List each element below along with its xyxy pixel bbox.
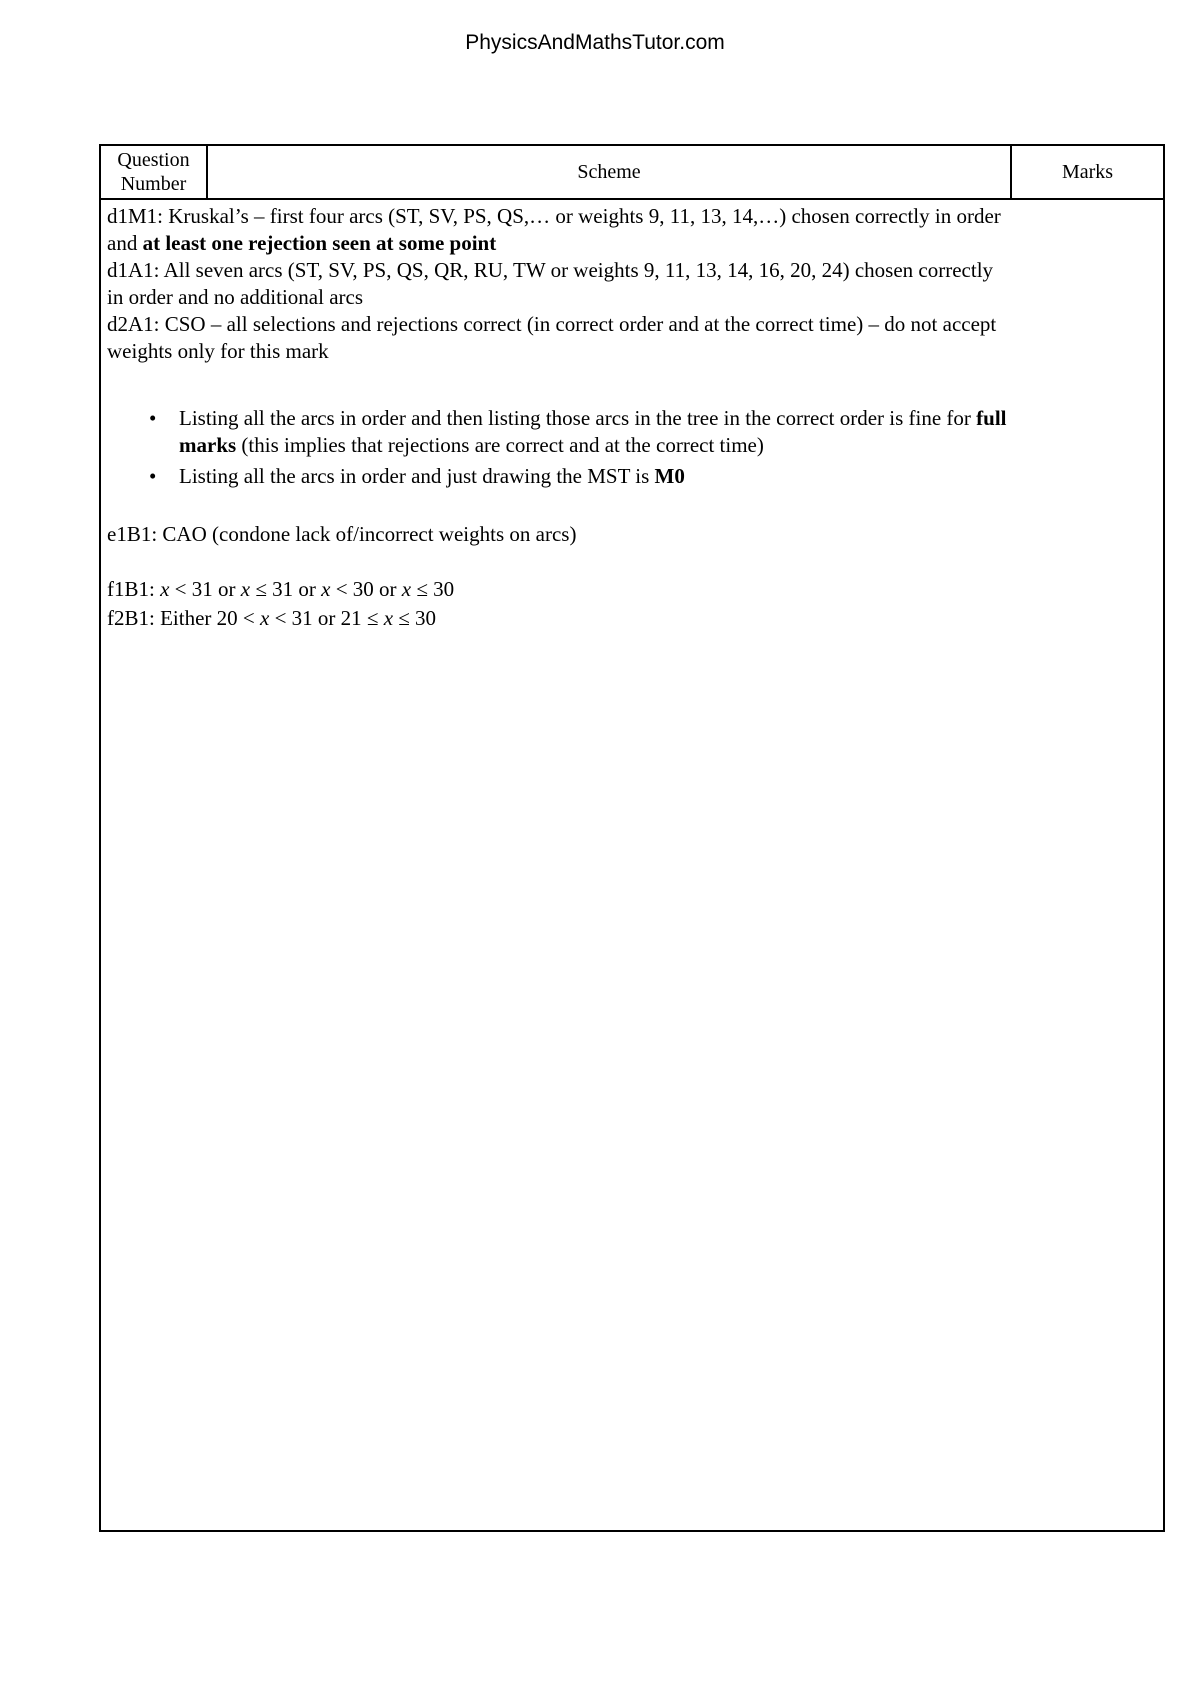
text-segment: x	[321, 577, 331, 601]
text-segment: in order and no additional arcs	[107, 285, 363, 309]
scheme-text-line	[107, 230, 1155, 257]
site-title: PhysicsAndMathsTutor.com	[465, 31, 725, 54]
bullet-text	[179, 464, 685, 488]
blank-line	[107, 494, 1155, 521]
text-segment: ≤ 31 or	[250, 577, 322, 601]
text-segment: x	[383, 606, 394, 630]
text-segment: Listing all the arcs in order and then listing those arcs in the tree in the correct order is fine for	[179, 406, 977, 430]
text-segment: ≤ 30	[411, 577, 455, 601]
text-segment: f1B1:	[107, 577, 161, 601]
text-segment: x	[240, 577, 251, 601]
bullet-item	[107, 405, 1155, 459]
text-segment: d1M1: Kruskal’s – first four arcs (ST, SV, PS, QS,… or weights 9, 11, 13, 14,…) chosen correctly in order	[107, 204, 1001, 228]
text-segment: f2B1: Either 20 <	[107, 606, 260, 630]
text-segment: (this implies that rejections are correct and at the correct time)	[236, 433, 764, 457]
text-segment: x	[160, 577, 170, 601]
text-segment: e1B1: CAO (condone lack of/incorrect weights on arcs)	[107, 522, 577, 546]
scheme-text-line	[107, 311, 1155, 338]
text-segment: < 31 or	[169, 577, 241, 601]
scheme-text-line	[107, 257, 1155, 284]
text-segment: d2A1: CSO – all selections and rejections correct (in correct order and at the correct time) – do not accept	[107, 312, 997, 336]
text-segment: marks	[179, 433, 237, 457]
scheme-text-line	[107, 604, 1155, 633]
text-segment: Listing all the arcs in order and just drawing the MST is	[179, 464, 655, 488]
scheme-text-line	[107, 575, 1155, 604]
text-segment: M0	[654, 464, 685, 488]
blank-line	[107, 548, 1155, 575]
text-segment: and	[107, 231, 143, 255]
marks-header-cell: Marks	[1010, 146, 1163, 198]
question-number-header-cell	[101, 146, 208, 198]
text-segment: at least one rejection seen at some point	[142, 231, 497, 255]
scheme-text-line	[107, 338, 1155, 365]
text-segment: weights only for this mark	[107, 339, 329, 363]
mark-scheme-table	[99, 144, 1165, 1532]
blank-line	[107, 365, 1155, 392]
scheme-text-line	[107, 521, 1155, 548]
text-segment: x	[401, 577, 412, 601]
bullet-item	[107, 463, 1155, 490]
bullet-icon: •	[149, 406, 157, 430]
text-segment: d1A1: All seven arcs (ST, SV, PS, QS, QR, RU, TW or weights 9, 11, 13, 14, 16, 20, 24) chosen correctly	[107, 258, 994, 282]
scheme-header-cell: Scheme	[577, 160, 641, 183]
bullet-icon: •	[149, 464, 157, 488]
scheme-text-line	[107, 203, 1155, 230]
text-segment: x	[260, 606, 270, 630]
question-number-label-line1: Question	[117, 149, 190, 171]
question-number-label-line2: Number	[120, 173, 187, 195]
scheme-body-cell	[101, 200, 1163, 633]
text-segment: < 31 or 21 ≤	[269, 606, 384, 630]
text-segment: ≤ 30	[393, 606, 437, 630]
bullet-text	[179, 406, 1007, 457]
text-segment: full	[976, 406, 1007, 430]
table-header-row	[101, 146, 1163, 200]
list-gap	[107, 392, 1155, 401]
text-segment: < 30 or	[330, 577, 402, 601]
scheme-text-line	[107, 284, 1155, 311]
